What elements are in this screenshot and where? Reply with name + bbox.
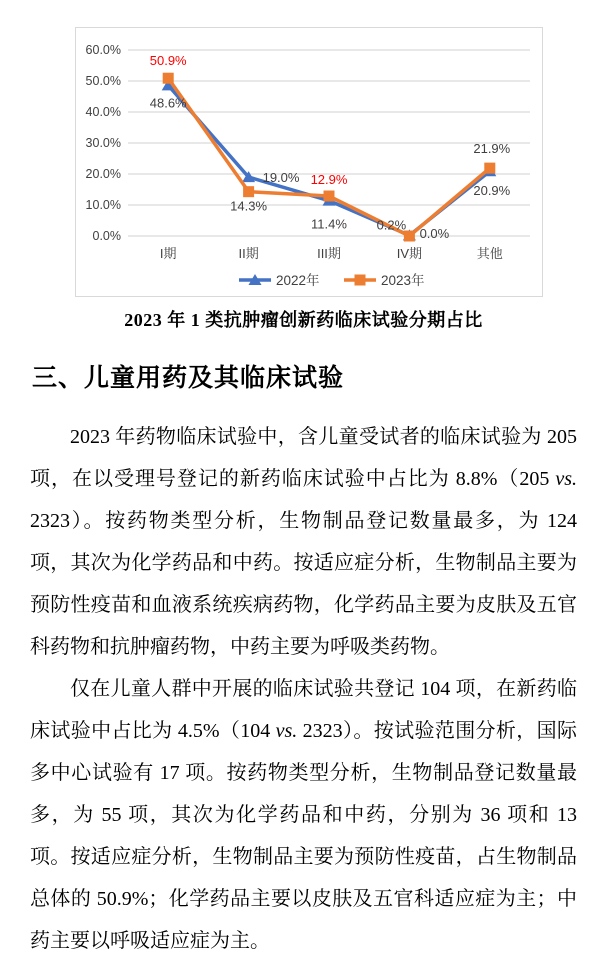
italic-run: vs. (555, 468, 577, 490)
svg-text:2022年: 2022年 (276, 273, 320, 288)
chart-caption: 2023 年 1 类抗肿瘤创新药临床试验分期占比 (124, 310, 483, 330)
svg-text:48.6%: 48.6% (149, 95, 187, 111)
svg-text:20.0%: 20.0% (85, 167, 121, 181)
section-heading: 三、儿童用药及其临床试验 (32, 364, 345, 392)
svg-text:60.0%: 60.0% (85, 43, 121, 57)
svg-text:19.0%: 19.0% (262, 170, 300, 186)
svg-text:0.0%: 0.0% (92, 229, 121, 243)
svg-text:50.9%: 50.9% (149, 53, 187, 69)
body-text (30, 416, 577, 962)
document-page (0, 27, 607, 963)
svg-text:10.0%: 10.0% (85, 198, 121, 212)
svg-text:12.9%: 12.9% (310, 172, 348, 188)
svg-text:20.9%: 20.9% (473, 183, 511, 199)
svg-text:21.9%: 21.9% (473, 141, 511, 157)
line-chart (75, 27, 543, 297)
svg-text:III期: III期 (317, 246, 341, 261)
svg-text:14.3%: 14.3% (230, 198, 268, 214)
svg-text:30.0%: 30.0% (85, 136, 121, 150)
svg-text:0.2%: 0.2% (376, 217, 407, 233)
paragraph (30, 416, 577, 668)
svg-text:II期: II期 (238, 246, 259, 261)
paragraph (30, 668, 577, 962)
text-run: 仅在儿童人群中开展的临床试验共登记 104 项，在新药临床试验中占比为 4.5%（104 (30, 678, 577, 742)
svg-text:40.0%: 40.0% (85, 105, 121, 119)
svg-text:I期: I期 (159, 246, 177, 261)
svg-text:50.0%: 50.0% (85, 74, 121, 88)
chart-figure (0, 27, 607, 332)
svg-text:11.4%: 11.4% (311, 216, 347, 232)
svg-text:2023年: 2023年 (381, 273, 425, 288)
text-run: 2323）。按药物类型分析，生物制品登记数量最多，为 124 项，其次为化学药品和中药。按适应症分析，生物制品主要为预防性疫苗和血液系统疾病药物，化学药品主要为皮肤及五官科药物和抗肿瘤药物，中药主要为呼吸类药物。 (30, 510, 577, 658)
text-run: 2023 年药物临床试验中，含儿童受试者的临床试验为 205 项，在以受理号登记的新药临床试验中占比为 8.8%（205 (30, 426, 577, 490)
chart-canvas (76, 28, 542, 296)
italic-run: vs. (275, 720, 298, 742)
text-run: 2323）。按试验范围分析，国际多中心试验有 17 项。按药物类型分析，生物制品登记数量最多，为 55 项，其次为化学药品和中药，分别为 36 项和 13 项。按适应症分析，生物制品主要为预防性疫苗，占生物制品总体的 50.9%；化学药品主要以皮肤及五官科适应症为主；中药主要以呼吸适应症为主。 (30, 720, 578, 952)
svg-text:其他: 其他 (476, 246, 503, 261)
svg-text:0.0%: 0.0% (419, 226, 450, 241)
svg-text:IV期: IV期 (396, 246, 423, 261)
